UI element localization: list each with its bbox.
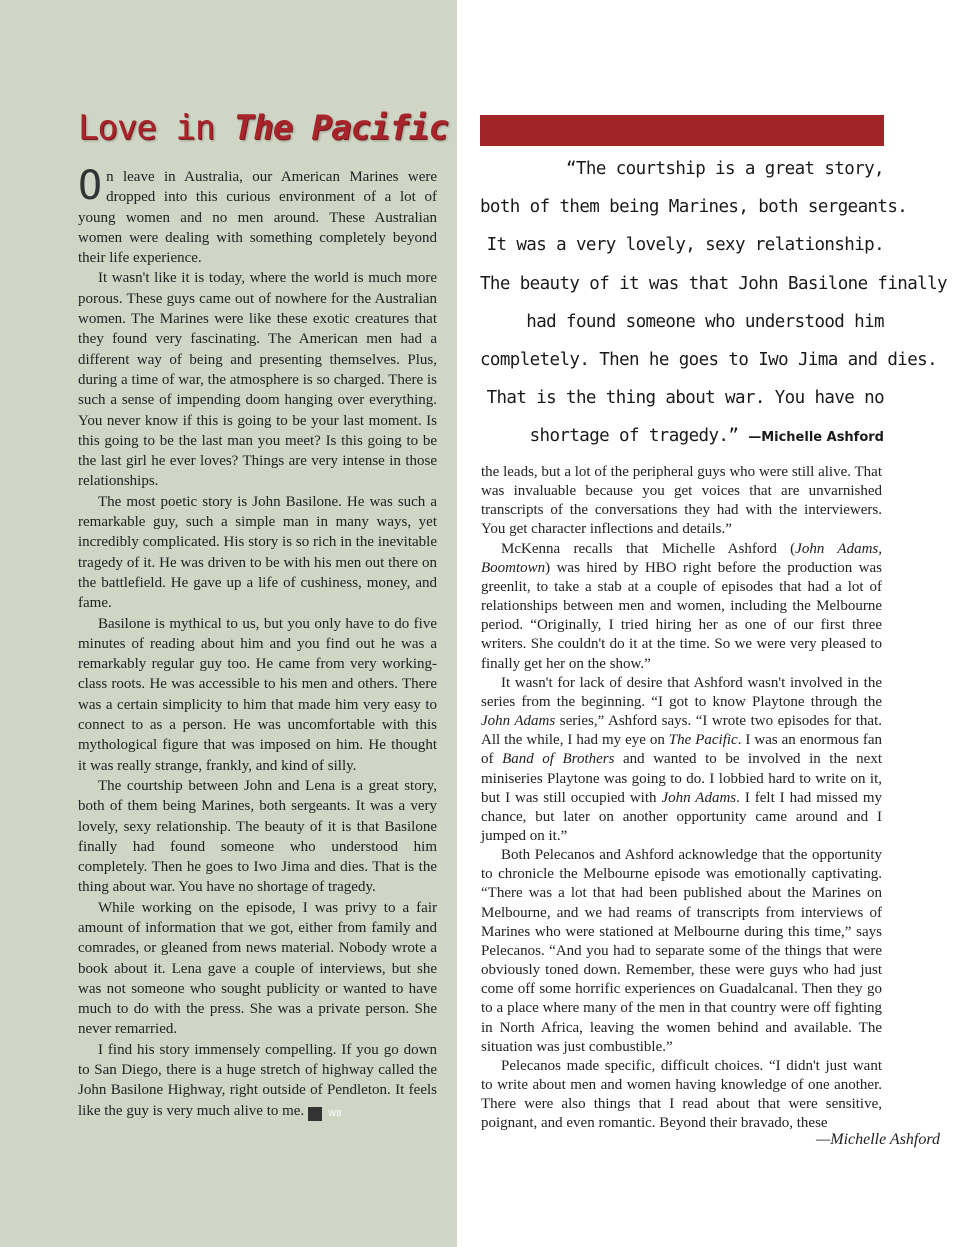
main-paragraph: McKenna recalls that Michelle Ashford (John Adams, Boomtown) was hired by HBO right before the production was greenlit, to take a stab at a couple of episodes that had a lot of relationships between men and women, including the Melbourne period. “Originally, I tried hiring her as one of our first three writers. She couldn't do it at the time. So we were very pleased to finally get her on the show.” xyxy=(481,540,882,672)
sidebar-paragraph: I find his story immensely compelling. If you go down to San Diego, there is a huge stretch of highway called the John Basilone Highway, right outside of Pendleton. It feels like the guy is very much alive to me. WB xyxy=(78,1041,437,1119)
end-mark-icon: WB xyxy=(308,1107,322,1121)
sidebar-signature: —Michelle Ashford xyxy=(816,1131,940,1148)
sidebar-paragraph: While working on the episode, I was privy to a fair amount of information that we got, either from family and comrades, or gleaned from news material. Nobody wrote a book about it. Lena gave a couple of interviews, but she was not someone who sought publicity or wanted to have much to do with the press. She was a private person. She never remarried. xyxy=(78,899,437,1038)
title-italic: The Pacific xyxy=(233,108,448,148)
pull-quote-line: completely. Then he goes to Iwo Jima and dies. xyxy=(480,350,938,371)
pull-quote-line: That is the thing about war. You have no xyxy=(486,388,884,409)
pull-quote xyxy=(480,150,947,458)
pull-quote-last-line: shortage of tragedy.” —Michelle Ashford xyxy=(529,426,884,447)
pull-quote-line: both of them being Marines, both sergeants. xyxy=(480,197,908,218)
main-paragraph: the leads, but a lot of the peripheral guys who were still alive. That was invaluable because you get voices that are unvarnished transcripts of the conversations they had with the interviewers. You get character inflections and details.” xyxy=(481,464,882,538)
sidebar-paragraph: It wasn't like it is today, where the world is much more porous. These guys came out of nowhere for the Australian women. The Marines were like these exotic creatures that they found very fascinating. The American men had a different way of being and presenting themselves. Plus, during a time of war, the atmosphere is so charged. There is such a sense of impending doom hanging over everything. You never know if this is going to be your last moment. Is this going to be the last man you meet? Is this going to be the last girl he ever loves? Things are very intense in those relationships. xyxy=(78,270,437,490)
pull-quote-attribution: —Michelle Ashford xyxy=(748,430,884,446)
main-paragraph: Pelecanos made specific, difficult choices. “I didn't just want to write about men and women having knowledge of one another. There were also things that I read about that were sensitive, poignant, and even romantic. Beyond their bravado, these xyxy=(481,1057,882,1132)
sidebar-paragraph: On leave in Australia, our American Marines were dropped into this curious environment of a lot of young women and no men around. These Australian women were dealing with something completely beyond their life experience. xyxy=(78,163,437,267)
title-plain: Love in xyxy=(78,108,234,148)
pull-quote-line: had found someone who understood him xyxy=(526,311,884,332)
sidebar-paragraph: The most poetic story is John Basilone. He was such a remarkable guy, such a simple man in many ways, yet incredibly complicated. His story is so rich in the inevitable tragedy of it. He was driven to be with his men out there on the battlefield. He gave up a life of cushiness, money, and fame. xyxy=(78,493,437,612)
sidebar-text xyxy=(78,163,437,1121)
red-accent-bar xyxy=(480,115,884,146)
article-title xyxy=(78,108,448,148)
main-paragraph: Both Pelecanos and Ashford acknowledge that the opportunity to chronicle the Melbourne episode was emotionally captivating. “There was a lot that had been published about the Marines on Melbourne, and we had reams of transcripts from interviews of Marines who were stationed at Melbourne during this time,” says Pelecanos. “And you had to separate some of the things that were obviously toned down. Remember, these were guys who had just come off some horrific experiences on Guadalcanal. Then they go to a place where many of the men in that country were off fighting in North Africa, leaving the women behind and available. The situation was just combustible.” xyxy=(481,847,882,1055)
drop-cap: O xyxy=(78,163,103,209)
pull-quote-line: It was a very lovely, sexy relationship. xyxy=(486,235,884,256)
sidebar-paragraph: Basilone is mythical to us, but you only have to do five minutes of reading about him and you find out he was a remarkably regular guy too. He came from very working-class roots. He was accessible to his men and others. There was a certain simplicity to him that made him very easy to connect to as a person. He was uncomfortable with this mythological figure that was imposed on him. He thought it was really strange, frankly, and kind of silly. xyxy=(78,615,437,774)
pull-quote-line: The beauty of it was that John Basilone finally xyxy=(480,273,947,294)
pull-quote-line: “The courtship is a great story, xyxy=(566,159,884,179)
sidebar-paragraph: The courtship between John and Lena is a great story, both of them being Marines, both sergeants. It was a very lovely, sexy relationship. The beauty of it is that Basilone finally had found someone who understood him completely. Then he goes to Iwo Jima and dies. That is the thing about war. You have no shortage of tragedy. xyxy=(78,777,437,896)
main-text xyxy=(481,463,882,1133)
main-paragraph: It wasn't for lack of desire that Ashford wasn't involved in the series from the beginning. “I got to know Playtone through the John Adams series,” Ashford says. “I wrote two episodes for that. All the while, I had my eye on The Pacific. I was an enormous fan of Band of Brothers and wanted to be involved in the next miniseries Playtone was going to do. I lobbied hard to write on it, but I was still occupied with John Adams. I felt I had missed my chance, but later on another opportunity came around and I jumped on it.” xyxy=(481,674,883,844)
